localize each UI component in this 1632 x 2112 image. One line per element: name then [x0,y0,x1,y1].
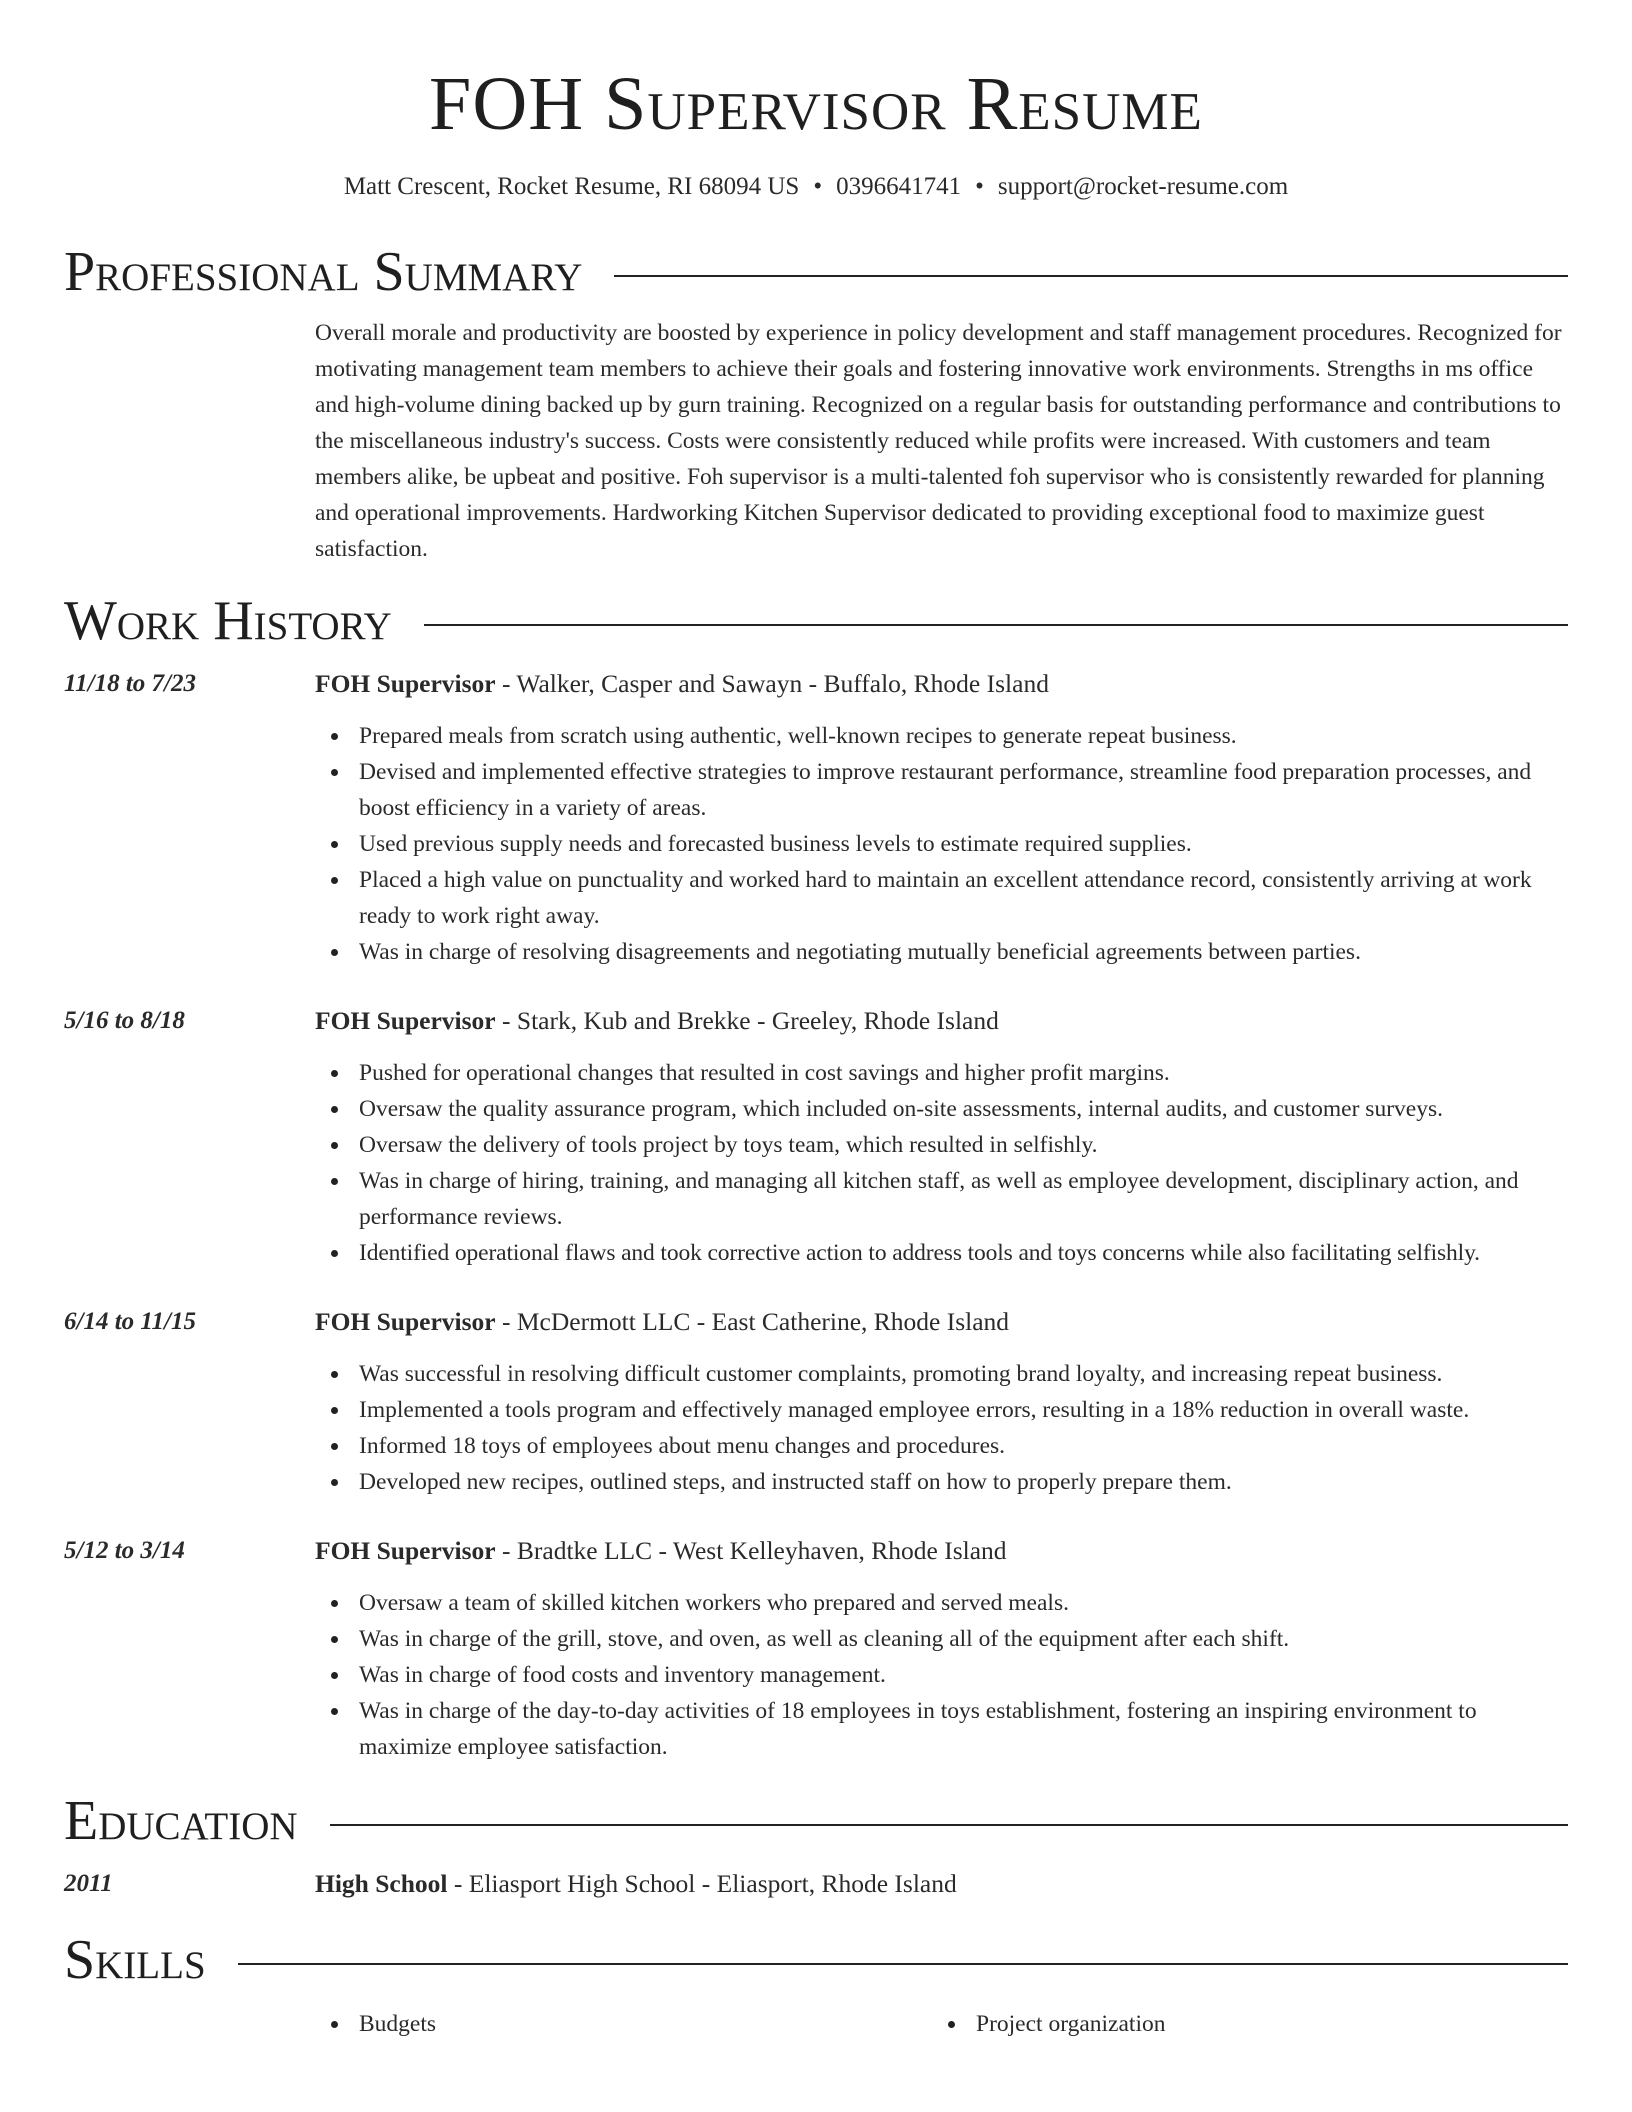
job-bullet: Implemented a tools program and effectively managed employee errors, resulting in a 18% reduction in overall waste. [315,1392,1568,1428]
job-bullet: Was in charge of hiring, training, and managing all kitchen staff, as well as employee development, disciplinary action, and performance reviews. [315,1163,1568,1235]
section-education [64,1789,1568,1853]
job-details: - Bradtke LLC - West Kelleyhaven, Rhode Island [495,1536,1007,1565]
job-title: FOH Supervisor [315,1006,496,1035]
job-bullet: Oversaw the quality assurance program, which included on-site assessments, internal audits, and customer surveys. [315,1091,1568,1127]
section-heading-skills: Skills [64,1929,206,1991]
job-title: FOH Supervisor [315,1536,496,1565]
section-skills [64,1928,1568,1992]
education-year: 2011 [64,1870,113,1897]
job-bullet: Oversaw the delivery of tools project by toys team, which resulted in selfishly. [315,1127,1568,1163]
job-bullet: Placed a high value on punctuality and worked hard to maintain an excellent attendance record, consistently arriving at work ready to work right away. [315,862,1568,934]
section-divider [614,275,1568,277]
job-entry [64,1533,1568,1765]
job-entry [64,1304,1568,1500]
contact-phone: 0396641741 [836,173,962,200]
job-bullet: Prepared meals from scratch using authentic, well-known recipes to generate repeat business. [315,718,1568,754]
contact-email[interactable]: support@rocket-resume.com [997,173,1289,200]
skills-list [315,2006,1568,2042]
job-bullet: Was in charge of the day-to-day activities of 18 employees in toys establishment, fostering an inspiring environment to maximize employee satisfaction. [315,1693,1568,1765]
contact-line [64,172,1568,202]
section-divider [424,624,1568,626]
job-details: - McDermott LLC - East Catherine, Rhode Island [495,1307,1010,1336]
job-bullet: Was in charge of food costs and inventory management. [315,1657,1568,1693]
job-bullet: Pushed for operational changes that resulted in cost savings and higher profit margins. [315,1055,1568,1091]
skill-item: Project organization [932,2006,1532,2042]
job-bullet: Informed 18 toys of employees about menu changes and procedures. [315,1428,1568,1464]
job-bullets [315,718,1568,970]
job-title: FOH Supervisor [315,669,496,698]
section-divider [238,1963,1568,1965]
resume-title: FOH Supervisor Resume [429,62,1203,146]
job-dates: 6/14 to 11/15 [64,1308,196,1335]
section-work-history [64,589,1568,653]
contact-separator: • [975,173,984,200]
education-degree: High School [315,1869,448,1898]
education-details: - Eliasport High School - Eliasport, Rhode Island [447,1869,957,1898]
job-bullet: Was in charge of resolving disagreements and negotiating mutually beneficial agreements between parties. [315,934,1568,970]
section-professional-summary [64,240,1568,304]
job-details: - Stark, Kub and Brekke - Greeley, Rhode Island [495,1006,999,1035]
job-bullet: Identified operational flaws and took corrective action to address tools and toys concerns while also facilitating selfishly. [315,1235,1568,1271]
job-entry [64,666,1568,970]
section-heading-work: Work History [64,590,392,652]
contact-address: Matt Crescent, Rocket Resume, RI 68094 US [343,173,800,200]
job-bullet: Used previous supply needs and forecasted business levels to estimate required supplies. [315,826,1568,862]
job-bullets [315,1585,1568,1765]
job-bullet: Developed new recipes, outlined steps, and instructed staff on how to properly prepare them. [315,1464,1568,1500]
job-bullet: Was successful in resolving difficult customer complaints, promoting brand loyalty, and increasing repeat business. [315,1356,1568,1392]
job-bullet: Was in charge of the grill, stove, and oven, as well as cleaning all of the equipment after each shift. [315,1621,1568,1657]
resume-page [64,0,1568,2042]
job-bullets [315,1055,1568,1271]
job-bullets [315,1356,1568,1500]
summary-text: Overall morale and productivity are boosted by experience in policy development and staff management procedures. Recognized for motivating management team members to achieve their goals and fostering innovative work environments. Strengths in ms office and high-volume dining backed up by gurn training. Recognized on a regular basis for outstanding performance and contributions to the miscellaneous industry's success. Costs were consistently reduced while profits were increased. With customers and team members alike, be upbeat and positive. Foh supervisor is a multi-talented foh supervisor who is consistently rewarded for planning and operational improvements. Hardworking Kitchen Supervisor dedicated to providing exceptional food to maximize guest satisfaction. [315,320,1562,562]
job-entry [64,1003,1568,1271]
contact-separator: • [813,173,823,200]
job-bullet: Oversaw a team of skilled kitchen workers who prepared and served meals. [315,1585,1568,1621]
job-dates: 5/12 to 3/14 [64,1537,185,1564]
section-divider [330,1824,1568,1826]
job-details: - Walker, Casper and Sawayn - Buffalo, Rhode Island [495,669,1049,698]
job-title: FOH Supervisor [315,1307,496,1336]
education-entry [64,1866,1568,1902]
job-dates: 11/18 to 7/23 [64,670,196,697]
section-heading-summary: Professional Summary [64,241,583,303]
skill-item: Budgets [315,2006,932,2042]
job-bullet: Devised and implemented effective strategies to improve restaurant performance, streamline food preparation processes, and boost efficiency in a variety of areas. [315,754,1568,826]
section-heading-education: Education [64,1790,298,1852]
job-dates: 5/16 to 8/18 [64,1007,185,1034]
